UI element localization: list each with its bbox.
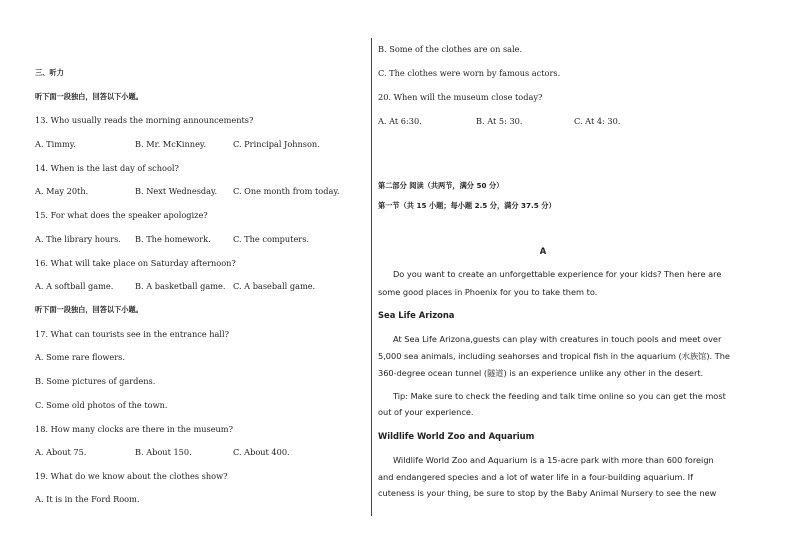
q15-option-a: A. The library hours. bbox=[35, 234, 121, 244]
q19-option-b: B. Some of the clothes are on sale. bbox=[378, 44, 523, 54]
instruction: 听下面一段独白，回答以下小题。 bbox=[35, 305, 143, 314]
question-19: 19. What do we know about the clothes show? bbox=[35, 471, 228, 481]
tip-line-1: Tip: Make sure to check the feeding and talk time online so you can get the most bbox=[393, 391, 726, 401]
q15-option-b: B. The homework. bbox=[135, 234, 211, 244]
q13-option-a: A. Timmy. bbox=[35, 139, 76, 149]
tip-line-2: out of your experience. bbox=[378, 407, 474, 417]
q13-option-b: B. Mr. McKinney. bbox=[135, 139, 207, 149]
intro-line-1: Do you want to create an unforgettable experience for your kids? Then here are bbox=[393, 269, 722, 279]
q17-option-b: B. Some pictures of gardens. bbox=[35, 376, 156, 386]
sea-life-line-2: 5,000 sea animals, including seahorses and tropical fish in the aquarium (水族馆). The bbox=[378, 351, 730, 361]
question-13: 13. Who usually reads the morning announcements? bbox=[35, 115, 254, 125]
q14-option-b: B. Next Wednesday. bbox=[135, 186, 218, 196]
part-two-title: 第二部分 阅读（共两节，满分 50 分） bbox=[378, 181, 504, 190]
question-17: 17. What can tourists see in the entrance hall? bbox=[35, 329, 230, 339]
question-16: 16. What will take place on Saturday afternoon? bbox=[35, 258, 236, 268]
wildlife-line-3: cuteness is your thing, be sure to stop by the Baby Animal Nursery to see the new bbox=[378, 488, 717, 498]
part-two-section-one: 第一节（共 15 小题；每小题 2.5 分，满分 37.5 分） bbox=[378, 201, 556, 210]
q18-option-c: C. About 400. bbox=[233, 447, 290, 457]
wildlife-line-2: and endangered species and a lot of water life in a four-building aquarium. If bbox=[378, 472, 693, 482]
q18-option-b: B. About 150. bbox=[135, 447, 192, 457]
instruction: 听下面一段独白，回答以下小题。 bbox=[35, 92, 143, 101]
q17-option-a: A. Some rare flowers. bbox=[35, 352, 125, 362]
column-divider bbox=[371, 38, 372, 516]
wildlife-line-1: Wildlife World Zoo and Aquarium is a 15-acre park with more than 600 foreign bbox=[393, 455, 714, 465]
heading-sea-life: Sea Life Arizona bbox=[378, 310, 455, 320]
q19-option-a: A. It is in the Ford Room. bbox=[35, 494, 140, 504]
section-title: 三、听力 bbox=[35, 68, 64, 77]
q16-option-a: A. A softball game. bbox=[35, 281, 114, 291]
q20-option-a: A. At 6:30. bbox=[378, 116, 422, 126]
q18-option-a: A. About 75. bbox=[35, 447, 87, 457]
passage-label: A bbox=[539, 246, 547, 256]
sea-life-line-1: At Sea Life Arizona,guests can play with creatures in touch pools and meet over bbox=[393, 334, 722, 344]
q13-option-c: C. Principal Johnson. bbox=[233, 139, 320, 149]
question-14: 14. When is the last day of school? bbox=[35, 163, 179, 173]
q20-option-c: C. At 4: 30. bbox=[574, 116, 621, 126]
intro-line-2: some good places in Phoenix for you to take them to. bbox=[378, 287, 598, 297]
q16-option-b: B. A basketball game. bbox=[135, 281, 226, 291]
q15-option-c: C. The computers. bbox=[233, 234, 310, 244]
q14-option-c: C. One month from today. bbox=[233, 186, 340, 196]
q16-option-c: C. A baseball game. bbox=[233, 281, 316, 291]
heading-wildlife-world: Wildlife World Zoo and Aquarium bbox=[378, 431, 535, 441]
sea-life-line-3: 360-degree ocean tunnel (隧道) is an experience unlike any other in the desert. bbox=[378, 368, 704, 378]
q20-option-b: B. At 5: 30. bbox=[476, 116, 523, 126]
q19-option-c: C. The clothes were worn by famous actors. bbox=[378, 68, 561, 78]
question-20: 20. When will the museum close today? bbox=[378, 92, 543, 102]
question-15: 15. For what does the speaker apologize? bbox=[35, 210, 208, 220]
q17-option-c: C. Some old photos of the town. bbox=[35, 400, 168, 410]
question-18: 18. How many clocks are there in the museum? bbox=[35, 424, 233, 434]
q14-option-a: A. May 20th. bbox=[35, 186, 89, 196]
